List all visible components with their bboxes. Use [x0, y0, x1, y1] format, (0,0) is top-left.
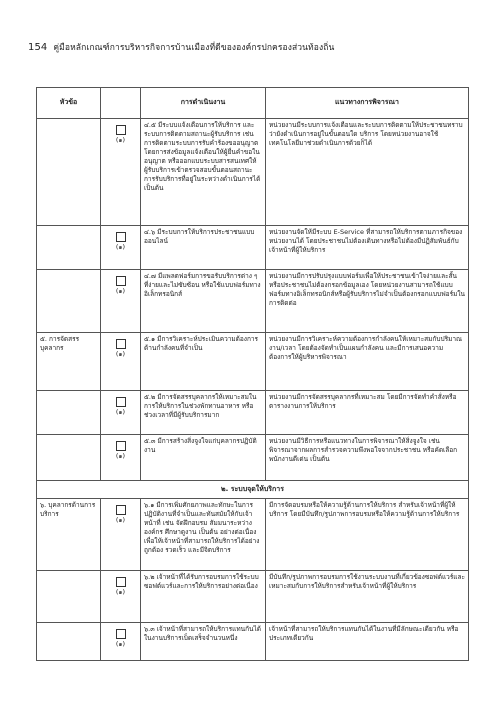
row-topic: ๖. บุคลากรด้านการบริการ [37, 499, 101, 571]
row-criteria: หน่วยงานจัดให้มีระบบ E-Service ที่สามารถให้บริการตามภารกิจของหน่วยงานได้ โดยประชาชนไม่ต้องเดินทางหรือไม่ต้องมีปฏิสัมพันธ์กับเจ้าหน้าที่ผู้ให้บริการ [266, 226, 469, 270]
row-topic [37, 623, 101, 661]
score-label: (๑) [115, 588, 126, 596]
running-title: คู่มือหลักเกณฑ์การบริหารกิจการบ้านเมืองที่ดีขององค์กรปกครองส่วนท้องถิ่น [53, 43, 335, 53]
row-topic [37, 435, 101, 481]
header-action: การดำเนินงาน [141, 88, 266, 119]
table-row [37, 499, 469, 571]
row-action: ๖.๒ เจ้าหน้าที่ได้รับการอบรมการใช้ระบบซอฟต์แวร์และการให้บริการอย่างต่อเนื่อง [141, 571, 266, 623]
checkbox[interactable] [116, 276, 126, 286]
score-label: (๑) [115, 350, 126, 358]
header-score [101, 88, 141, 119]
row-action: ๔.๗ มีแพลตฟอร์มการขอรับบริการต่าง ๆ ที่ง่ายและไม่ซับซ้อน หรือใช้แบบฟอร์มทางอิเล็กทรอนิกส์ [141, 270, 266, 333]
row-topic [37, 226, 101, 270]
checkbox[interactable] [116, 441, 126, 451]
row-criteria: หน่วยงานมีการวิเคราะห์ความต้องการกำลังคนให้เหมาะสมกับปริมาณงาน/เวลา โดยต้องจัดทำเป็นแผนกำลังคน และมีการเสนอความต้องการให้ผู้บริหารพิจารณา [266, 333, 469, 391]
row-criteria: หน่วยงานมีการปรับปรุงแบบฟอร์มเพื่อให้ประชาชนเข้าใจง่ายและสั้น หรือประชาชนไม่ต้องกรอกข้อมูลเอง โดยหน่วยงานสามารถใช้แบบฟอร์มทางอิเล็กทรอนิกส์หรือผู้รับบริการไม่จำเป็นต้องกรอกแบบฟอร์มในการติดต่อ [266, 270, 469, 333]
header-topic: หัวข้อ [37, 88, 101, 119]
row-topic [37, 119, 101, 226]
checkbox[interactable] [116, 577, 126, 587]
score-label: (๑) [115, 287, 126, 295]
table-row [37, 571, 469, 623]
score-label: (๑) [115, 243, 126, 251]
section-title: ๒. ระบบจุดให้บริการ [37, 481, 469, 499]
score-label: (๑) [115, 408, 126, 416]
table-row [37, 226, 469, 270]
row-topic [37, 270, 101, 333]
table-row [37, 391, 469, 435]
row-criteria: เจ้าหน้าที่สามารถให้บริการแทนกันได้ในงานที่มีลักษณะเดียวกัน หรือประเภทเดียวกัน [266, 623, 469, 661]
header-criteria: แนวทางการพิจารณา [266, 88, 469, 119]
table-row [37, 333, 469, 391]
row-criteria: มีการจัดอบรมหรือให้ความรู้ด้านการให้บริการ สำหรับเจ้าหน้าที่ผู้ให้บริการ โดยมีบันทึก/รูปภาพการอบรมหรือให้ความรู้ด้านการให้บริการ [266, 499, 469, 571]
table-row [37, 623, 469, 661]
checkbox[interactable] [116, 629, 126, 639]
score-label: (๑) [115, 516, 126, 524]
row-action: ๕.๒ มีการจัดสรรบุคลากรให้เหมาะสมในการให้บริการในช่วงพักทานอาหาร หรือช่วงเวลาที่มีผู้รับบริการมาก [141, 391, 266, 435]
table-row [37, 270, 469, 333]
row-topic: ๕. การจัดสรรบุคลากร [37, 333, 101, 391]
row-action: ๖.๓ เจ้าหน้าที่สามารถให้บริการแทนกันได้ในงานบริการเบ็ดเสร็จจำนวนหนึ่ง [141, 623, 266, 661]
row-action: ๕.๓ มีการสร้างสิ่งจูงใจแก่บุคลากรปฏิบัติงาน [141, 435, 266, 481]
table-row [37, 119, 469, 226]
row-action: ๖.๑ มีการเพิ่มศักยภาพและทักษะในการปฏิบัติงานที่จำเป็นและทันสมัยให้กับเจ้าหน้าที่ เช่น จัดฝึกอบรม สัมมนาระหว่างองค์กร ศึกษาดูงาน เป็นต้น อย่างต่อเนื่อง เพื่อให้เจ้าหน้าที่สามารถให้บริการได้อย่างถูกต้อง รวดเร็ว และมีจิตบริการ [141, 499, 266, 571]
table-header-row [37, 88, 469, 119]
checkbox[interactable] [116, 397, 126, 407]
row-criteria: หน่วยงานมีการจัดสรรบุคลากรที่เหมาะสม โดยมีการจัดทำคำสั่งหรือตารางงานการให้บริการ [266, 391, 469, 435]
row-criteria: หน่วยงานมีวิธีการหรือแนวทางในการพิจารณาให้สิ่งจูงใจ เช่น พิจารณาจากผลการสำรวจความพึงพอใจจากประชาชน หรือคัดเลือกพนักงานดีเด่น เป็นต้น [266, 435, 469, 481]
checkbox[interactable] [116, 125, 126, 135]
score-label: (๑) [115, 136, 126, 144]
section-row [37, 481, 469, 499]
row-topic [37, 391, 101, 435]
checkbox[interactable] [116, 339, 126, 349]
row-topic [37, 571, 101, 623]
criteria-table [36, 87, 469, 661]
checkbox[interactable] [116, 232, 126, 242]
page-number: 154 [28, 42, 48, 53]
row-action: ๕.๑ มีการวิเคราะห์ประเมินความต้องการด้านกำลังคนที่จำเป็น [141, 333, 266, 391]
score-label: (๑) [115, 640, 126, 648]
page-header [28, 40, 334, 54]
row-action: ๔.๕ มีระบบแจ้งเตือนการให้บริการ และระบบการติดตามสถานะผู้รับบริการ เช่น การติดตามระบบการรับคำร้องขออนุญาตโดยการส่งข้อมูลแจ้งเตือนให้ผู้ยื่นคำขอในอนุญาต หรือออกแบบระบบสารสนเทศให้ผู้รับบริการเข้าตรวจสอบขั้นตอนสถานะ การรับบริการที่อยู่ในระหว่างดำเนินการได้เป็นต้น [141, 119, 266, 226]
row-criteria: หน่วยงานมีระบบการแจ้งเตือนและระบบการติดตามให้ประชาชนทราบว่ายังดำเนินการอยู่ในขั้นตอนใด บริการ โดยหน่วยงานอาจใช้เทคโนโลยีมาช่วยดำเนินการด้วยก็ได้ [266, 119, 469, 226]
row-criteria: มีบันทึก/รูปภาพการอบรมการใช้งานระบบงานที่เกี่ยวข้องซอฟต์แวร์และเหมาะสมกับการให้บริการสำหรับเจ้าหน้าที่ผู้ให้บริการ [266, 571, 469, 623]
score-label: (๑) [115, 452, 126, 460]
checkbox[interactable] [116, 505, 126, 515]
row-action: ๔.๖ มีระบบการให้บริการประชาชนแบบออนไลน์ [141, 226, 266, 270]
table-row [37, 435, 469, 481]
